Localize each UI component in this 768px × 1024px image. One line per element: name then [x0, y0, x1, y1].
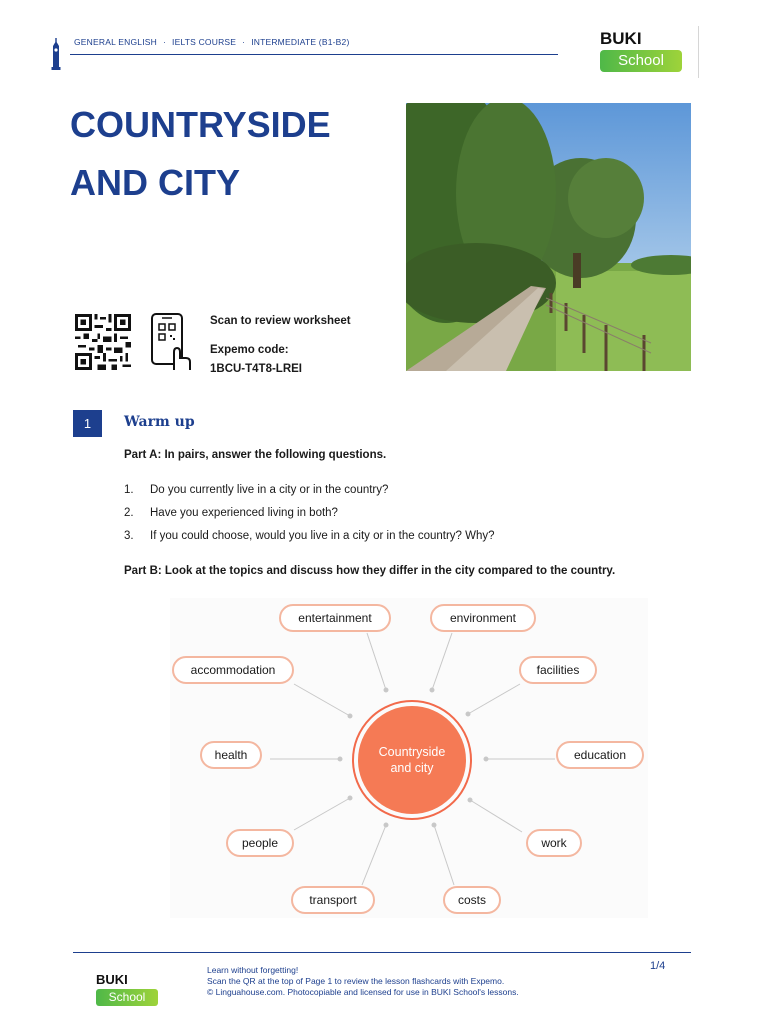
topic-work: work [526, 829, 582, 857]
topic-environment: environment [430, 604, 536, 632]
footer-logo: BUKI School [96, 973, 160, 1006]
topic-people: people [226, 829, 294, 857]
question-text: Do you currently live in a city or in the country? [150, 484, 389, 496]
breadcrumb-item[interactable]: GENERAL ENGLISH [74, 37, 157, 47]
question-number: 2. [124, 507, 134, 519]
part-a-heading: Part A: In pairs, answer the following questions. [124, 449, 387, 461]
question-text: If you could choose, would you live in a city or in the country? Why? [150, 530, 495, 542]
breadcrumb-item[interactable]: INTERMEDIATE (B1-B2) [251, 37, 350, 47]
footer-copyright: © Linguahouse.com. Photocopiable and licensed for use in BUKI School's lessons. [207, 987, 519, 997]
topic-education: education [556, 741, 644, 769]
section-number: 1 [73, 410, 102, 437]
title-line-1: COUNTRYSIDE [70, 104, 331, 145]
section-title: Warm up [124, 414, 195, 430]
breadcrumb-separator: · [163, 37, 167, 47]
title-line-2: AND CITY [70, 162, 240, 203]
breadcrumb-item[interactable]: IELTS COURSE [172, 37, 237, 47]
expemo-code: 1BCU-T4T8-LREI [210, 363, 303, 375]
topic-facilities: facilities [519, 656, 597, 684]
page-number: 1/4 [650, 960, 666, 972]
diagram-center [358, 706, 466, 814]
topic-health: health [200, 741, 262, 769]
topic-costs: costs [443, 886, 501, 914]
topic-entertainment: entertainment [279, 604, 391, 632]
expemo-code-label: Expemo code: [210, 344, 289, 356]
question-number: 3. [124, 530, 134, 542]
part-b-heading: Part B: Look at the topics and discuss how they differ in the city compared to the country. [124, 565, 616, 577]
question-number: 1. [124, 484, 134, 496]
question-text: Have you experienced living in both? [150, 507, 338, 519]
scan-heading: Scan to review worksheet [210, 315, 351, 327]
footer-divider [73, 952, 691, 953]
topic-transport: transport [291, 886, 375, 914]
center-label: Countryside and city [378, 745, 446, 775]
footer-text [207, 965, 519, 998]
footer-instructions: Scan the QR at the top of Page 1 to review the lesson flashcards with Expemo. [207, 976, 505, 986]
buki-school-logo: BUKI School [600, 30, 684, 72]
footer-tagline: Learn without forgetting! [207, 965, 299, 975]
topic-accommodation: accommodation [172, 656, 294, 684]
breadcrumb-separator: · [242, 37, 246, 47]
